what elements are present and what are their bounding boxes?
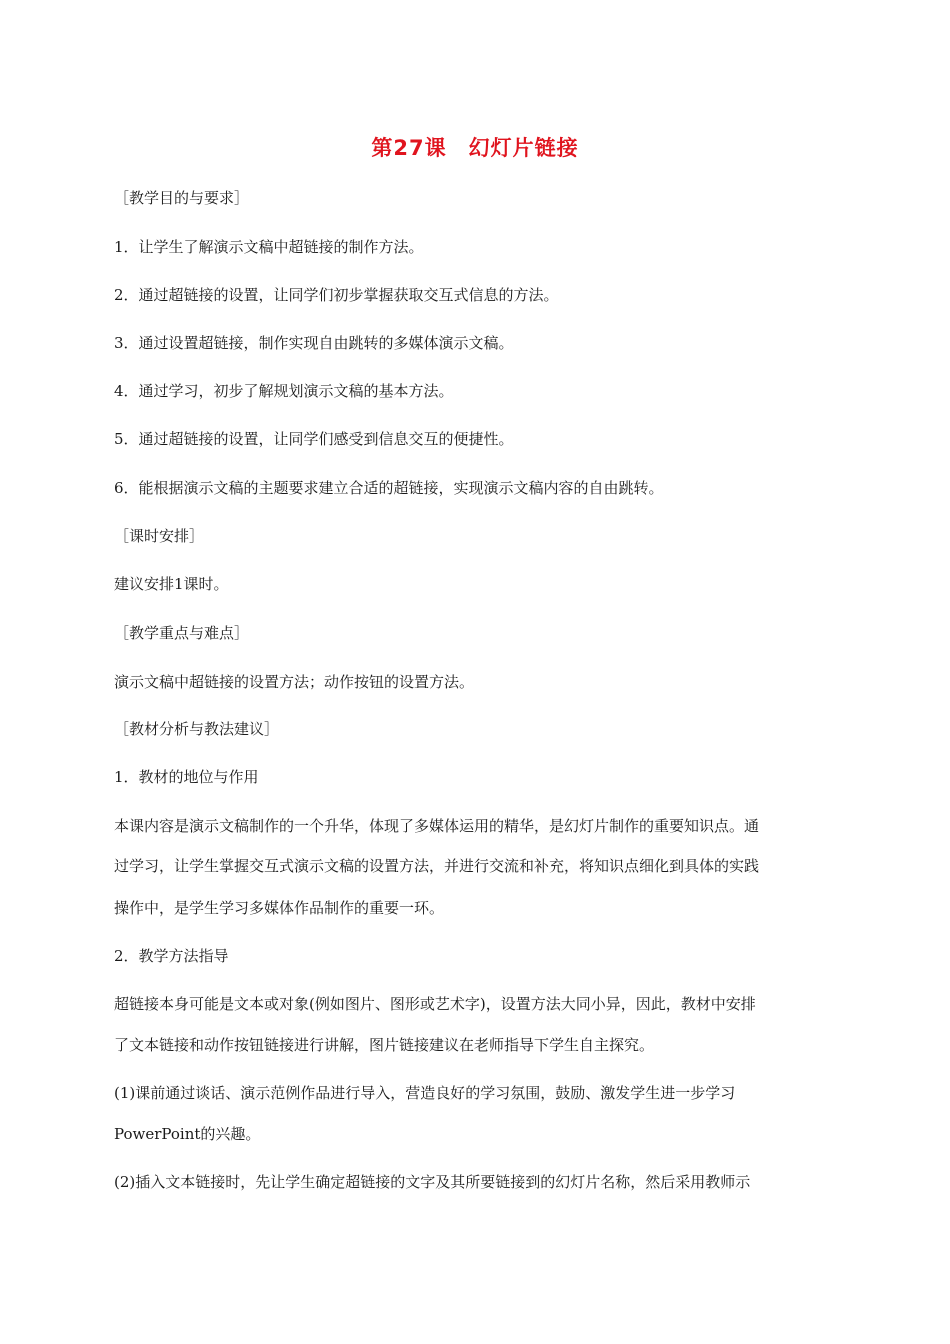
keypoints-text: 演示文稿中超链接的设置方法；动作按钮的设置方法。	[114, 673, 475, 691]
paragraph-role-line-1: 本课内容是演示文稿制作的一个升华，体现了多媒体运用的精华，是幻灯片制作的重要知识点。通	[114, 817, 760, 835]
section-heading-objectives: ［教学目的与要求］	[114, 189, 250, 207]
paragraph-step2-line-1: (2)插入文本链接时，先让学生确定超链接的文字及其所要链接到的幻灯片名称，然后采用教师示	[114, 1173, 751, 1191]
paragraph-step1-line-1: (1)课前通过谈话、演示范例作品进行导入，营造良好的学习氛围，鼓励、激发学生进一步学习	[114, 1084, 736, 1102]
section-heading-analysis: ［教材分析与教法建议］	[114, 720, 280, 738]
objective-item-2: 2．通过超链接的设置，让同学们初步掌握获取交互式信息的方法。	[114, 286, 559, 304]
paragraph-role-line-2: 过学习，让学生掌握交互式演示文稿的设置方法，并进行交流和补充，将知识点细化到具体的实践	[114, 857, 760, 875]
paragraph-method-line-1: 超链接本身可能是文本或对象(例如图片、图形或艺术字)，设置方法大同小异，因此，教材中安排	[114, 995, 756, 1013]
objective-item-5: 5．通过超链接的设置，让同学们感受到信息交互的便捷性。	[114, 430, 514, 448]
objective-item-3: 3．通过设置超链接，制作实现自由跳转的多媒体演示文稿。	[114, 334, 514, 352]
objective-item-6: 6．能根据演示文稿的主题要求建立合适的超链接，实现演示文稿内容的自由跳转。	[114, 479, 664, 497]
section-heading-keypoints: ［教学重点与难点］	[114, 624, 250, 642]
paragraph-method-line-2: 了文本链接和动作按钮链接进行讲解，图片链接建议在老师指导下学生自主探究。	[114, 1036, 655, 1054]
subheading-method: 2．教学方法指导	[114, 947, 229, 965]
subheading-role: 1．教材的地位与作用	[114, 768, 259, 786]
section-heading-schedule: ［课时安排］	[114, 527, 205, 545]
lesson-title: 第27课 幻灯片链接	[371, 136, 579, 160]
objective-item-4: 4．通过学习，初步了解规划演示文稿的基本方法。	[114, 382, 454, 400]
schedule-text: 建议安排1课时。	[114, 575, 229, 593]
paragraph-role-line-3: 操作中，是学生学习多媒体作品制作的重要一环。	[114, 899, 445, 917]
paragraph-step1-line-2: PowerPoint的兴趣。	[114, 1125, 261, 1143]
objective-item-1: 1．让学生了解演示文稿中超链接的制作方法。	[114, 238, 424, 256]
